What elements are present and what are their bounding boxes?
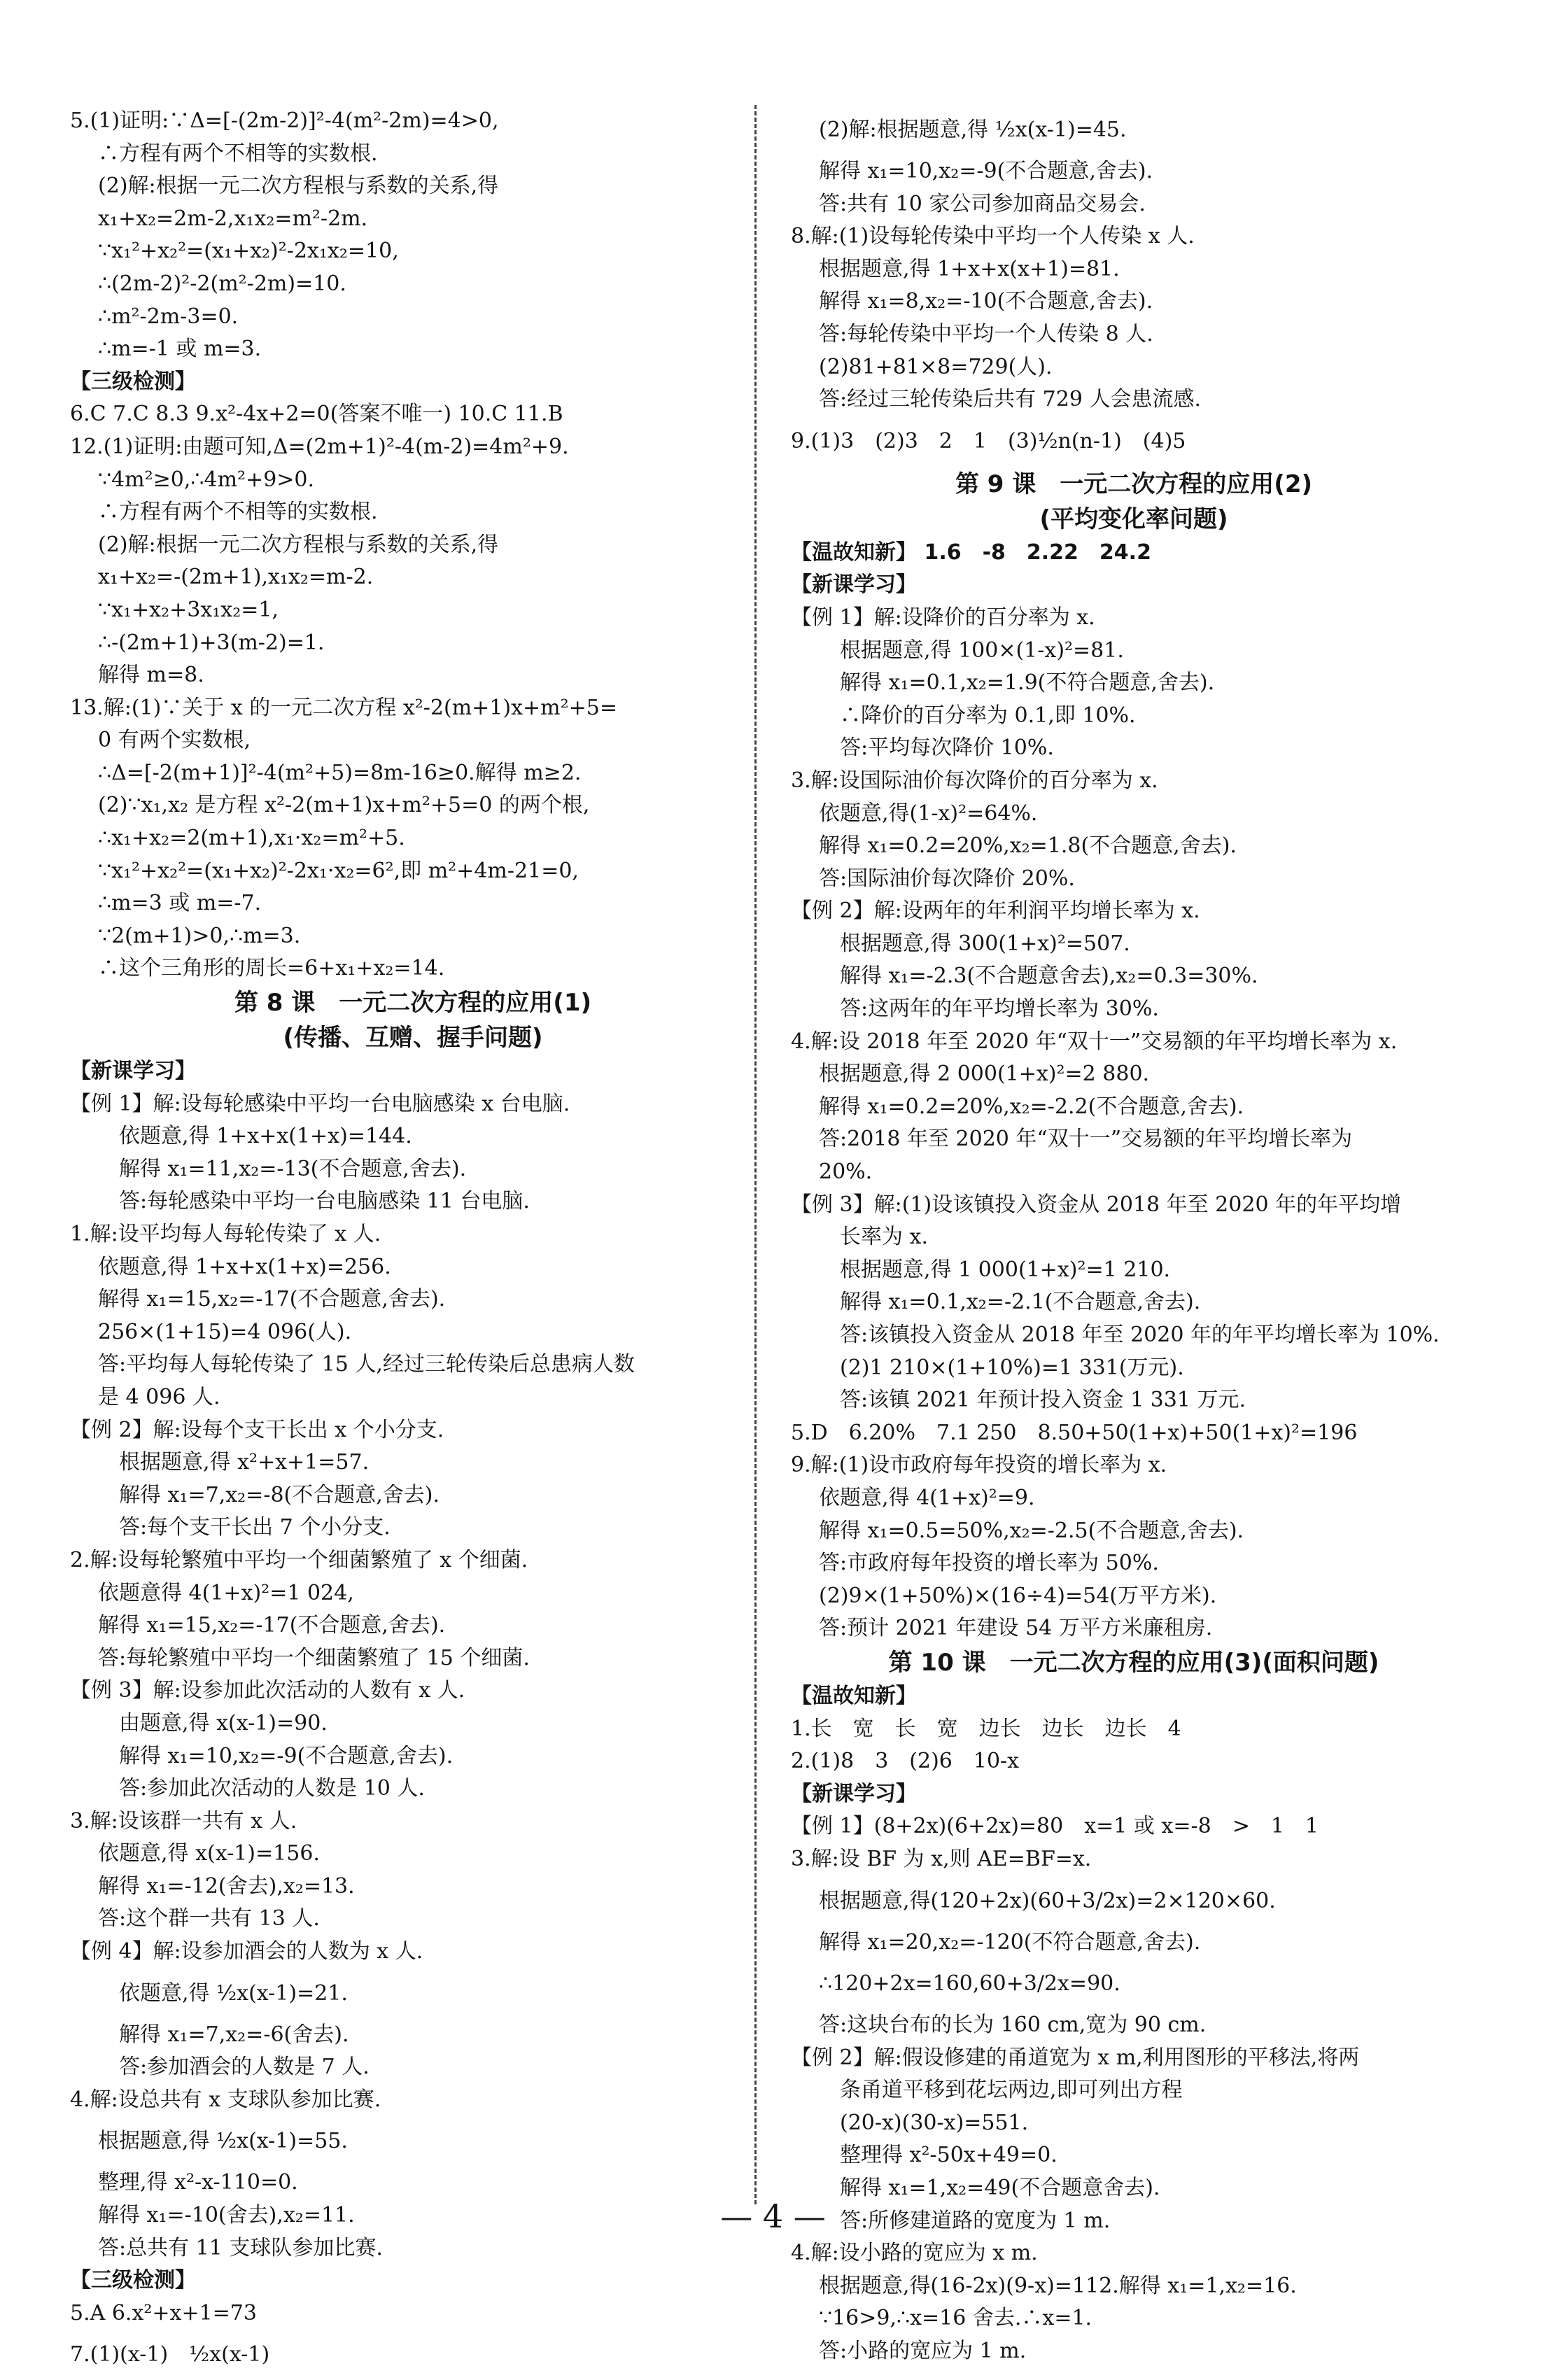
text-line: 解得 x₁=7,x₂=-8(不合题意,舍去). [119,1482,440,1507]
text-line: 5.(1)证明:∵Δ=[-(2m-2)]²-4(m²-2m)=4>0, [70,108,499,133]
text-line: 【例 1】(8+2x)(6+2x)=80 x=1 或 x=-8 > 1 1 [791,1814,1319,1839]
text-line: 解得 x₁=0.5=50%,x₂=-2.5(不合题意,舍去). [819,1518,1244,1543]
text-line: (2)∵x₁,x₂ 是方程 x²-2(m+1)x+m²+5=0 的两个根, [98,793,590,818]
text-line: ∴Δ=[-2(m+1)]²-4(m²+5)=8m-16≥0.解得 m≥2. [98,760,582,785]
text-line: ∴方程有两个不相等的实数根. [98,500,378,525]
section-label: 【新课学习】 [70,1059,196,1084]
text-line: 解得 x₁=10,x₂=-9(不合题意,舍去). [819,159,1153,183]
text-line: 12.(1)证明:由题可知,Δ=(2m+1)²-4(m-2)=4m²+9. [70,434,569,459]
text-line: 答:市政府每年投资的增长率为 50%. [819,1551,1159,1576]
text-line: 根据题意,得 300(1+x)²=507. [840,931,1130,956]
text-line: ∴-(2m+1)+3(m-2)=1. [98,630,325,655]
text-line: 1.解:设平均每人每轮传染了 x 人. [70,1222,381,1246]
text-line: (2)9×(1+50%)×(16÷4)=54(万平方米). [819,1583,1217,1608]
text-line: (2)解:根据一元二次方程根与系数的关系,得 [98,174,499,199]
text-line: 答:每轮繁殖中平均一个细菌繁殖了 15 个细菌. [98,1645,530,1670]
text-line: 【例 3】解:设参加此次活动的人数有 x 人. [70,1678,465,1703]
text-line: 答:预计 2021 年建设 54 万平方米廉租房. [819,1616,1213,1641]
text-line: ∴m²-2m-3=0. [98,304,239,329]
text-line: ∵4m²≥0,∴4m²+9>0. [98,467,315,492]
lesson-heading: (平均变化率问题) [1039,505,1228,533]
text-line: ∴120+2x=160,60+3/2x=90. [819,1971,1120,1997]
text-line: 整理得 x²-50x+49=0. [840,2143,1057,2168]
text-line: 解得 x₁=15,x₂=-17(不合题意,舍去). [98,1613,446,1638]
text-line: 依题意,得(1-x)²=64%. [819,801,1038,826]
text-line: 根据题意,得 100×(1-x)²=81. [840,638,1124,663]
text-line: 答:这个群一共有 13 人. [98,1906,320,1931]
lesson-heading: 第 8 课 一元二次方程的应用(1) [234,989,592,1018]
text-line: 2.解:设每轮繁殖中平均一个细菌繁殖了 x 个细菌. [70,1547,528,1572]
section-label: 【温故知新】 1.6 -8 2.22 24.2 [791,540,1151,565]
text-line: (2)解:根据一元二次方程根与系数的关系,得 [98,532,499,557]
text-line: 解得 x₁=15,x₂=-17(不合题意,舍去). [98,1287,446,1312]
text-line: 答:平均每次降价 10%. [840,735,1054,761]
text-line: ∵x₁+x₂+3x₁x₂=1, [98,597,279,622]
text-line: 答:平均每人每轮传染了 15 人,经过三轮传染后总患病人数 [98,1352,635,1377]
text-line: 是 4 096 人. [98,1384,220,1409]
text-line: 解得 x₁=1,x₂=49(不合题意舍去). [840,2176,1160,2201]
section-label: 【新课学习】 [791,1781,917,1806]
text-line: 3.解:设该群一共有 x 人. [70,1808,297,1833]
text-line: 答:国际油价每次降价 20%. [819,866,1075,891]
text-line: 答:2018 年至 2020 年“双十一”交易额的年平均增长率为 [819,1127,1353,1152]
text-line: 依题意得 4(1+x)²=1 024, [98,1580,354,1605]
text-line: 3.解:设 BF 为 x,则 AE=BF=x. [791,1846,1092,1871]
text-line: ∴(2m-2)²-2(m²-2m)=10. [98,271,346,296]
text-line: 5.D 6.20% 7.1 250 8.50+50(1+x)+50(1+x)²=196 [791,1420,1358,1445]
text-line: 【例 2】解:设每个支干长出 x 个小分支. [70,1417,444,1442]
text-line: 解得 x₁=20,x₂=-120(不符合题意,舍去). [819,1929,1201,1955]
text-line: 解得 x₁=8,x₂=-10(不合题意,舍去). [819,289,1153,314]
text-line: (2)81+81×8=729(人). [819,354,1053,379]
text-line: 【例 1】解:设降价的百分率为 x. [791,605,1095,630]
text-line: ∵2(m+1)>0,∴m=3. [98,923,301,948]
text-line: 6.C 7.C 8.3 9.x²-4x+2=0(答案不唯一) 10.C 11.B [70,402,563,427]
text-line: 根据题意,得 1 000(1+x)²=1 210. [840,1257,1171,1282]
text-line: 根据题意,得 2 000(1+x)²=2 880. [819,1062,1150,1087]
text-line: 9.(1)3 (2)3 2 1 (3)½n(n-1) (4)5 [791,428,1186,453]
text-line: 答:所修建道路的宽度为 1 m. [840,2208,1111,2233]
text-line: 256×(1+15)=4 096(人). [98,1319,352,1344]
section-label: 【三级检测】 [70,2268,196,2293]
text-line: 由题意,得 x(x-1)=90. [119,1710,328,1735]
text-line: ∴m=-1 或 m=3. [98,337,262,362]
text-line: 答:每轮感染中平均一台电脑感染 11 台电脑. [119,1189,530,1214]
text-line: 答:该镇 2021 年预计投入资金 1 331 万元. [840,1388,1246,1413]
text-line: 解得 x₁=10,x₂=-9(不合题意,舍去). [119,1743,454,1768]
text-line: ∴m=3 或 m=-7. [98,891,262,916]
text-line: 4.解:设小路的宽应为 x m. [791,2241,1038,2266]
text-line: 整理,得 x²-x-110=0. [98,2170,298,2195]
text-line: 依题意,得 4(1+x)²=9. [819,1485,1035,1510]
right-column [791,105,1477,2368]
text-line: ∵x₁²+x₂²=(x₁+x₂)²-2x₁x₂=10, [98,239,399,264]
text-line: 解得 x₁=-2.3(不合题意舍去),x₂=0.3=30%. [840,964,1258,989]
text-line: 2.(1)8 3 (2)6 10-x [791,1749,1020,1774]
text-line: 解得 x₁=0.2=20%,x₂=1.8(不合题意,舍去). [819,833,1237,859]
text-line: (20-x)(30-x)=551. [840,2110,1029,2135]
text-line: 解得 x₁=-12(舍去),x₂=13. [98,1873,355,1899]
text-line: 答:每个支干长出 7 个小分支. [119,1515,391,1540]
text-line: 8.解:(1)设每轮传染中平均一个人传染 x 人. [791,224,1195,249]
section-label: 【新课学习】 [791,572,917,598]
text-line: 0 有两个实数根, [98,728,251,753]
text-line: 解得 m=8. [98,663,204,688]
text-line: 长率为 x. [840,1225,928,1250]
text-line: 答:小路的宽应为 1 m. [819,2339,1027,2364]
text-line: 答:参加此次活动的人数是 10 人. [119,1776,425,1801]
text-line: ∴x₁+x₂=2(m+1),x₁·x₂=m²+5. [98,826,405,851]
text-line: 【例 2】解:假设修建的甬道宽为 x m,利用图形的平移法,将两 [791,2045,1360,2070]
text-line: 【例 1】解:设每轮感染中平均一台电脑感染 x 台电脑. [70,1091,570,1116]
text-line: ∴这个三角形的周长=6+x₁+x₂=14. [98,956,445,981]
text-line: x₁+x₂=2m-2,x₁x₂=m²-2m. [98,206,368,231]
text-line: 解得 x₁=11,x₂=-13(不合题意,舍去). [119,1156,467,1181]
text-line: 根据题意,得(120+2x)(60+3/2x)=2×120×60. [819,1888,1276,1913]
text-line: 根据题意,得(16-2x)(9-x)=112.解得 x₁=1,x₂=16. [819,2273,1297,2298]
text-line: 根据题意,得 ½x(x-1)=55. [98,2129,348,2154]
text-line: ∴降价的百分率为 0.1,即 10%. [840,703,1136,728]
text-line: 解得 x₁=0.2=20%,x₂=-2.2(不合题意,舍去). [819,1094,1244,1119]
text-line: 【例 4】解:设参加酒会的人数为 x 人. [70,1939,423,1964]
text-line: 4.解:设 2018 年至 2020 年“双十一”交易额的年平均增长率为 x. [791,1029,1398,1054]
lesson-heading: 第 10 课 一元二次方程的应用(3)(面积问题) [888,1648,1379,1677]
section-label: 【温故知新】 [791,1683,917,1708]
text-line: ∴方程有两个不相等的实数根. [98,141,378,166]
text-line: 答:参加酒会的人数是 7 人. [119,2055,370,2080]
text-line: 7.(1)(x-1) ½x(x-1) [70,2342,270,2367]
text-line: 答:这两年的年平均增长率为 30%. [840,997,1159,1022]
text-line: x₁+x₂=-(2m+1),x₁x₂=m-2. [98,565,374,590]
page-number: — 4 — [720,2197,826,2235]
left-column [70,105,756,2380]
text-line: ∵x₁²+x₂²=(x₁+x₂)²-2x₁·x₂=6²,即 m²+4m-21=0, [98,858,579,883]
text-line: 答:总共有 11 支球队参加比赛. [98,2235,383,2260]
text-line: 条甬道平移到花坛两边,即可列出方程 [840,2078,1183,2103]
text-line: 3.解:设国际油价每次降价的百分率为 x. [791,768,1158,793]
text-line: 【例 2】解:设两年的年利润平均增长率为 x. [791,899,1200,924]
text-line: 解得 x₁=-10(舍去),x₂=11. [98,2203,355,2228]
text-line: 答:这块台布的长为 160 cm,宽为 90 cm. [819,2013,1207,2038]
text-line: 5.A 6.x²+x+1=73 [70,2300,257,2325]
text-line: 9.解:(1)设市政府每年投资的增长率为 x. [791,1453,1167,1478]
text-line: 1.长 宽 长 宽 边长 边长 边长 4 [791,1716,1181,1741]
text-line: 解得 x₁=0.1,x₂=-2.1(不合题意,舍去). [840,1290,1201,1315]
text-line: (2)解:根据题意,得 ½x(x-1)=45. [819,118,1127,142]
text-line: 答:经过三轮传染后共有 729 人会患流感. [819,387,1201,412]
text-line: 13.解:(1)∵关于 x 的一元二次方程 x²-2(m+1)x+m²+5= [70,695,617,720]
text-line: 20%. [819,1160,873,1185]
lesson-heading: (传播、互赠、握手问题) [283,1024,543,1052]
text-line: 依题意,得 x(x-1)=156. [98,1841,320,1866]
text-line: (2)1 210×(1+10%)=1 331(万元). [840,1355,1184,1380]
text-line: 答:共有 10 家公司参加商品交易会. [819,191,1146,216]
text-line: 【例 3】解:(1)设该镇投入资金从 2018 年至 2020 年的年平均增 [791,1192,1402,1217]
text-line: 解得 x₁=0.1,x₂=1.9(不符合题意,舍去). [840,670,1215,696]
text-line: 依题意,得 1+x+x(1+x)=144. [119,1124,412,1149]
text-line: 根据题意,得 1+x+x(x+1)=81. [819,256,1120,281]
text-line: ∵16>9,∴x=16 舍去.∴x=1. [819,2306,1092,2331]
text-line: 依题意,得 1+x+x(1+x)=256. [98,1254,391,1279]
text-line: 解得 x₁=7,x₂=-6(舍去). [119,2022,349,2047]
text-line: 根据题意,得 x²+x+1=57. [119,1450,370,1475]
text-line: 4.解:设总共有 x 支球队参加比赛. [70,2087,381,2112]
lesson-heading: 第 9 课 一元二次方程的应用(2) [955,470,1313,498]
text-line: 答:该镇投入资金从 2018 年至 2020 年的年平均增长率为 10%. [840,1323,1440,1347]
section-label: 【三级检测】 [70,369,196,394]
column-divider [754,105,757,2204]
text-line: 依题意,得 ½x(x-1)=21. [119,1980,348,2006]
text-line: 答:每轮传染中平均一个人传染 8 人. [819,321,1153,346]
